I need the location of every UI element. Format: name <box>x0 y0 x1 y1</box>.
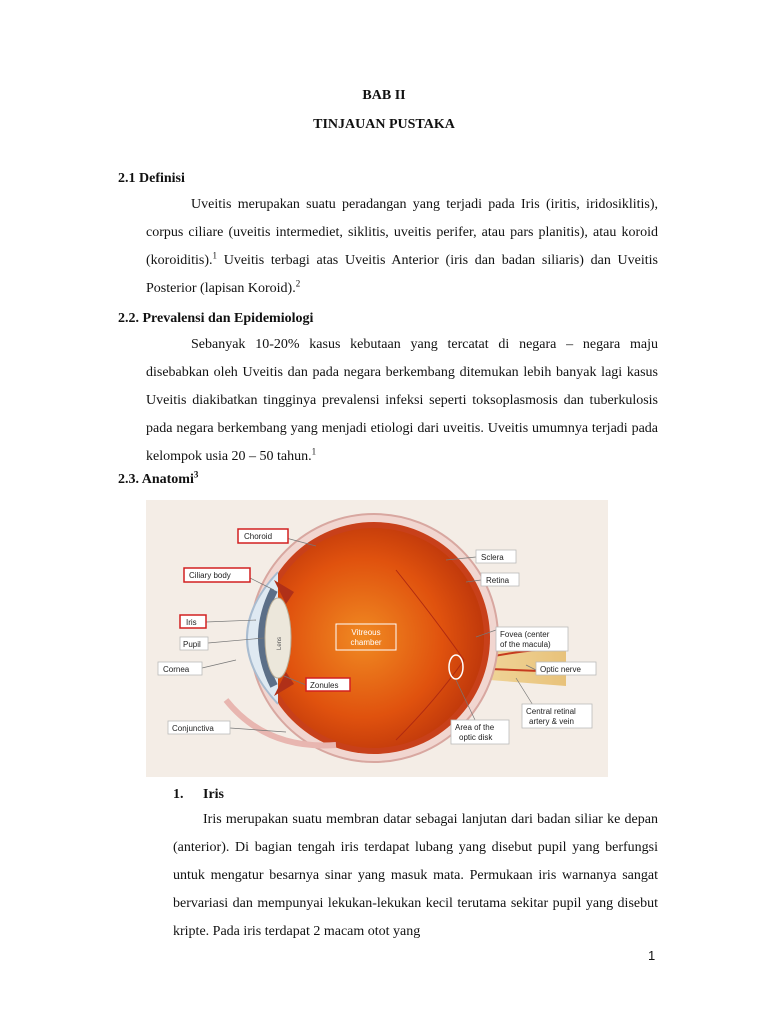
eye-anatomy-figure <box>146 500 608 777</box>
citation-ref: 1 <box>212 250 217 261</box>
paragraph-prevalensi <box>146 331 658 471</box>
list-item-number: 1. <box>173 787 184 802</box>
chapter-title: TINJAUAN PUSTAKA <box>313 117 455 132</box>
leader-line <box>202 660 236 668</box>
chapter-number: BAB II <box>362 88 406 103</box>
page-number: 1 <box>648 948 656 963</box>
optic-disk-label-line-2: optic disk <box>459 733 493 742</box>
fovea-label-line-1: Fovea (center <box>500 630 550 639</box>
prevalensi-text: Sebanyak 10-20% kasus kebutaan yang tercatat di negara – negara maju disebabkan oleh Uveitis dan pada negara berkembang ditemukan lebih banyak lagi kasus Uveitis diakibatkan tingginya prevalensi infeksi seperti toksoplasmosis dan tuberkulosis pada negara berkembang yang menjadi etiologi dari uveitis. Uveitis umumnya terjadi pada kelompok usia 20 – 50 tahun. <box>146 337 658 464</box>
central-retinal-label-line-2: artery & vein <box>529 717 574 726</box>
section-heading-anatomi <box>118 469 199 488</box>
retina-label: Retina <box>486 576 510 585</box>
choroid-label: Choroid <box>244 532 273 541</box>
sclera-label: Sclera <box>481 553 504 562</box>
definisi-text-1: Uveitis merupakan suatu peradangan yang terjadi pada Iris (iritis, iridosiklitis), corpus ciliare (uveitis intermediet, siklitis, uveitis perifer, atau pars planitis), atau koroid (koroiditis). <box>146 197 658 268</box>
eye-anatomy-diagram <box>146 500 608 777</box>
section-heading-prevalensi: 2.2. Prevalensi dan Epidemiologi <box>118 311 314 326</box>
zonules-label: Zonules <box>310 681 339 690</box>
anatomi-heading-text: 2.3. Anatomi <box>118 472 194 487</box>
citation-ref: 2 <box>295 278 301 289</box>
pupil-label: Pupil <box>183 640 201 649</box>
lens-label: Lens <box>277 636 283 650</box>
list-item-title: Iris <box>203 787 224 802</box>
citation-ref: 3 <box>193 469 199 480</box>
paragraph-definisi <box>146 191 658 303</box>
optic-disk-label-line-1: Area of the <box>455 723 495 732</box>
vitreous-label-line-2: chamber <box>350 638 382 647</box>
citation-ref: 1 <box>311 446 317 457</box>
optic-nerve-label: Optic nerve <box>540 665 581 674</box>
central-retinal-label-line-1: Central retinal <box>526 707 576 716</box>
paragraph-iris: Iris merupakan suatu membran datar sebagai lanjutan dari badan siliar ke depan (anterior). Di bagian tengah iris terdapat lubang yang disebut pupil yang berfungsi untuk mengatur besarnya sinar yang masuk mata. Permukaan iris warnanya sangat bervariasi dan mempunyai lekukan-lekukan kecil terutama sekitar pupil yang disebut kripte. Pada iris terdapat 2 macam otot yang <box>173 812 658 939</box>
cornea-label: Cornea <box>163 665 190 674</box>
definisi-text-2: Uveitis terbagi atas Uveitis Anterior (iris dan badan siliaris) dan Uveitis Posterior (lapisan Koroid). <box>146 253 658 296</box>
ciliary-body-label: Ciliary body <box>189 571 231 580</box>
vitreous-label-line-1: Vitreous <box>351 628 381 637</box>
conjunctiva-label: Conjunctiva <box>172 724 214 733</box>
iris-label: Iris <box>186 618 197 627</box>
fovea-label-line-2: of the macula) <box>500 640 551 649</box>
section-heading-definisi: 2.1 Definisi <box>118 171 185 186</box>
